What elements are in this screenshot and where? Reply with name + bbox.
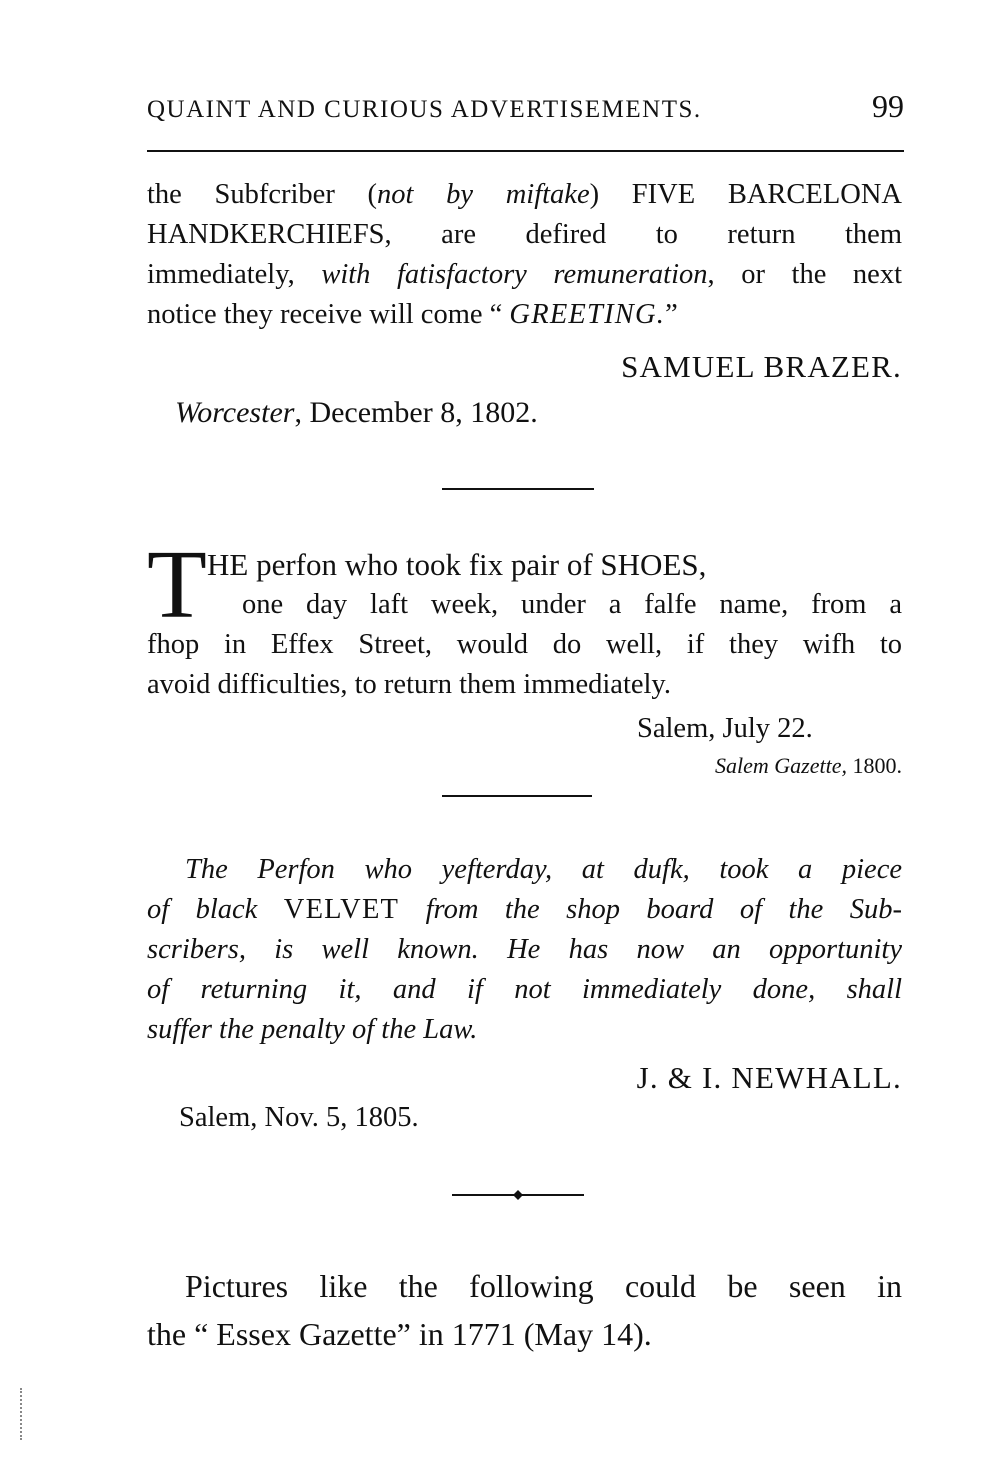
ad3-line-4: of returning it, and if not immediately done, shall — [147, 974, 902, 1005]
ad3-line-5: suffer the penalty of the Law. — [147, 1014, 478, 1045]
ad1-line-2: HANDKERCHIEFS, are defired to return them — [147, 219, 902, 250]
header-rule — [147, 150, 904, 152]
advertisement-velvet — [147, 850, 902, 1138]
closing-line-1: Pictures like the following could be seen in — [185, 1268, 902, 1304]
ad2-line-4: avoid difficulties, to return them immediately. — [147, 669, 671, 700]
section-divider — [442, 488, 594, 490]
ad1-line-3: immediately, with fatisfactory remuneration, or the next — [147, 259, 902, 290]
ad1-dateline: Worcester, December 8, 1802. — [175, 396, 538, 429]
ad3-line-3: scribers, is well known. He has now an opportunity — [147, 934, 902, 965]
ad2-line-1: HE perfon who took fix pair of SHOES, — [207, 547, 707, 582]
advertisement-handkerchiefs — [147, 175, 902, 433]
closing-paragraph — [147, 1262, 902, 1358]
ad1-signature: SAMUEL BRAZER. — [621, 349, 902, 384]
ad3-line-2: of black VELVET from the shop board of the Sub- — [147, 894, 902, 925]
ad3-dateline: Salem, Nov. 5, 1805. — [179, 1102, 419, 1133]
ornament-divider-icon — [452, 1188, 584, 1202]
ad1-line-4: notice they receive will come “ GREETING.” — [147, 299, 678, 330]
closing-line-2: the “ Essex Gazette” in 1771 (May 14). — [147, 1316, 652, 1352]
page-number: 99 — [872, 88, 904, 124]
ad1-line-1: the Subfcriber (not by miftake) FIVE BARCELONA — [147, 179, 902, 210]
section-divider — [442, 795, 592, 797]
ad3-line-1: The Perfon who yefterday, at dufk, took a piece — [185, 854, 902, 885]
drop-cap: T — [147, 531, 207, 639]
running-header — [147, 88, 904, 128]
ad2-line-3: fhop in Effex Street, would do well, if they wifh to — [147, 629, 902, 660]
ad2-line-2: one day laft week, under a falfe name, from a — [242, 589, 902, 620]
advertisement-shoes — [147, 545, 902, 783]
running-title: QUAINT AND CURIOUS ADVERTISEMENTS. — [147, 96, 702, 123]
ad2-source: Salem Gazette, 1800. — [715, 753, 902, 778]
ad2-dateline: Salem, July 22. — [637, 713, 813, 744]
ad3-signature: J. & I. NEWHALL. — [636, 1060, 902, 1095]
scan-margin-mark — [20, 1388, 26, 1440]
